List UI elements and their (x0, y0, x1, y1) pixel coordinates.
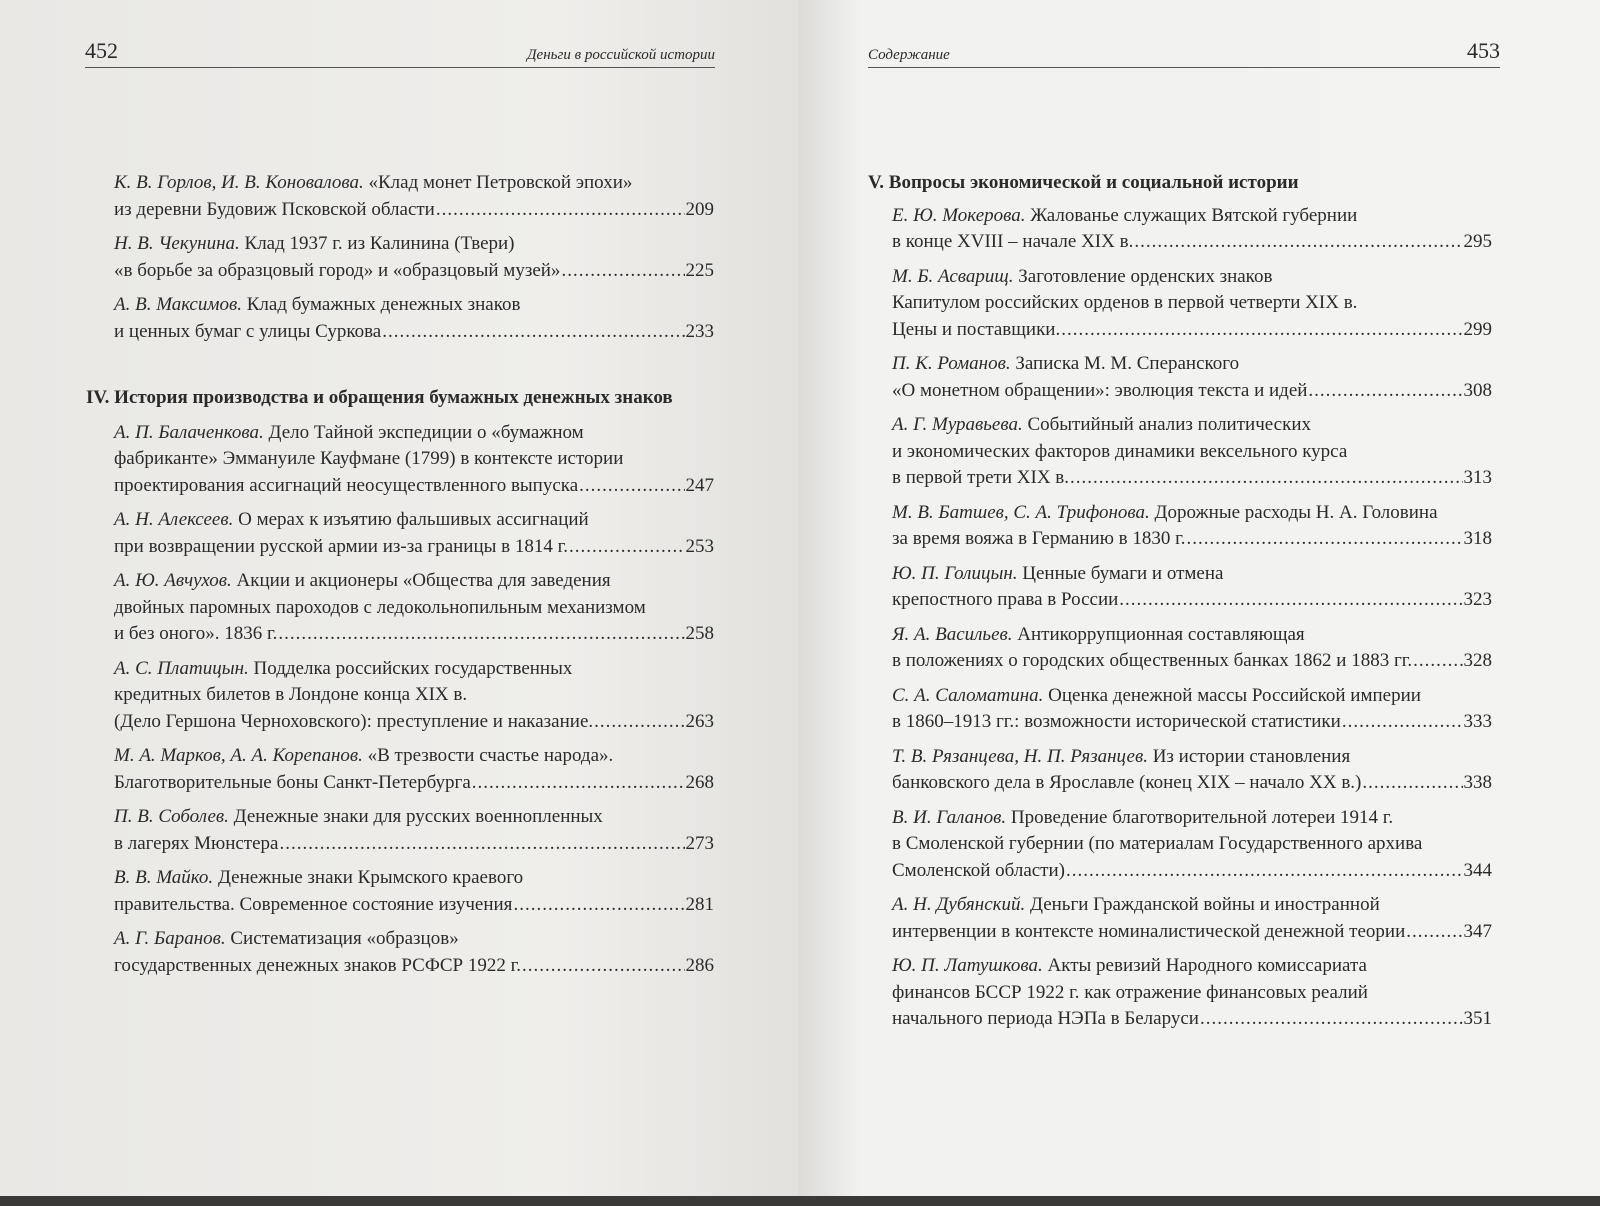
running-title: Деньги в российской истории (527, 47, 715, 63)
entry-text: Ценные бумаги и отмена (1022, 562, 1224, 584)
toc-line (114, 621, 714, 648)
entry-text: Клад 1937 г. из Калинина (Твери) (244, 233, 515, 254)
entry-text: Акции и акционеры «Общества для заведения (236, 570, 611, 591)
entry-author: А. Г. Муравьева. (892, 414, 1023, 435)
entry-author: В. И. Галанов. (892, 806, 1007, 828)
toc-entry (892, 264, 1492, 344)
toc-line (114, 831, 714, 858)
entry-text: Проведение благотворительной лотереи 1914 г. (1010, 806, 1394, 828)
toc-line (892, 622, 1492, 649)
toc-line (892, 683, 1492, 710)
dot-leader (1187, 526, 1463, 553)
entry-text: за время вояжа в Германию в 1830 г. (892, 528, 1186, 549)
entry-author: Т. В. Рязанцева, Н. П. Рязанцев. (892, 745, 1148, 767)
toc-list (868, 170, 1492, 1041)
toc-line (892, 351, 1492, 378)
toc-line (114, 170, 714, 197)
toc-line (892, 805, 1492, 832)
entry-text: в лагерях Мюнстера (114, 832, 279, 854)
toc-line (114, 292, 714, 319)
toc-line (114, 770, 714, 797)
toc-line (892, 317, 1492, 344)
toc-line (892, 858, 1492, 885)
entry-text: Событийный анализ политических (1027, 414, 1311, 435)
entry-author: П. В. Соболев. (114, 806, 229, 827)
entry-text-wrap (114, 831, 278, 858)
toc-line (892, 587, 1492, 614)
entry-page-number: 299 (1463, 318, 1492, 340)
toc-line (114, 804, 714, 831)
toc-line (892, 980, 1492, 1007)
toc-line (114, 420, 714, 447)
entry-author: М. А. Марков, А. А. Корепанов. (114, 745, 363, 766)
entry-text: двойных паромных пароходов с ледокольнопильным механизмом (114, 596, 646, 618)
toc-line (892, 919, 1492, 946)
entry-text: и без оного». 1836 г. (114, 623, 278, 644)
right-page (798, 0, 1600, 1196)
section-heading: IV. История производства и обращения бумажных денежных знаков (86, 387, 673, 408)
left-page (0, 0, 798, 1196)
entry-page-number: 344 (1463, 859, 1492, 881)
toc-entry (892, 683, 1492, 736)
toc-line (892, 203, 1492, 230)
section-heading: V. Вопросы экономической и социальной истории (868, 172, 1299, 193)
toc-entry (892, 892, 1492, 945)
dot-leader (513, 892, 684, 919)
entry-text: правительства. Современное состояние изучения (114, 893, 513, 915)
entry-text-wrap (892, 317, 1060, 344)
toc-line (114, 743, 714, 770)
entry-text-wrap (892, 229, 1133, 256)
entry-text-wrap (892, 378, 1307, 405)
toc-entry (892, 500, 1492, 553)
entry-page-number: 286 (685, 954, 714, 976)
toc-line (892, 1006, 1492, 1033)
entry-page-number: 268 (685, 771, 714, 793)
entry-page-number: 263 (685, 710, 714, 732)
dot-leader (594, 709, 684, 736)
entry-text: крепостного права в России (892, 589, 1119, 610)
entry-text: Оценка денежной массы Российской империи (1048, 684, 1421, 706)
entry-text-wrap (114, 770, 471, 797)
toc-line (114, 507, 714, 534)
entry-text-wrap (114, 534, 568, 561)
entry-page-number: 351 (1463, 1008, 1492, 1029)
entry-author: С. А. Саломатина. (892, 684, 1044, 706)
dot-leader (436, 197, 685, 224)
toc-entry (114, 231, 714, 284)
entry-text-wrap (114, 197, 435, 224)
entry-page-number: 273 (685, 832, 714, 854)
toc-entry (114, 926, 714, 979)
entry-page-number: 258 (685, 623, 714, 644)
entry-author: А. Ю. Авчухов. (114, 570, 232, 591)
toc-entry (114, 507, 714, 560)
entry-text: банковского дела в Ярославле (конец XIX – начало XX в.) (892, 772, 1362, 793)
dot-leader (1342, 709, 1463, 736)
dot-leader (1070, 465, 1462, 492)
entry-text: Капитулом российских орденов в первой четверти XIX в. (892, 292, 1358, 313)
running-header (868, 40, 1500, 68)
toc-line (892, 953, 1492, 980)
entry-text-wrap (114, 473, 578, 500)
entry-text: при возвращении русской армии из-за границы в 1814 г. (114, 535, 569, 557)
dot-leader (279, 831, 684, 858)
entry-text-wrap (892, 1006, 1199, 1033)
toc-line (892, 709, 1492, 736)
entry-text: Денежные знаки Крымского краевого (217, 867, 524, 888)
toc-line (892, 892, 1492, 919)
toc-entry (892, 203, 1492, 256)
entry-text: Из истории становления (1152, 745, 1351, 767)
entry-text-wrap (892, 587, 1118, 614)
toc-entry (892, 561, 1492, 614)
toc-entry (892, 622, 1492, 675)
toc-line (114, 568, 714, 595)
toc-line (114, 258, 714, 285)
entry-text: Заготовление орденских знаков (1018, 265, 1273, 287)
toc-entry (892, 805, 1492, 885)
entry-page-number: 209 (685, 198, 714, 220)
entry-text: в первой трети XIX в. (892, 467, 1070, 488)
page-number: 452 (85, 38, 118, 63)
toc-line (892, 465, 1492, 492)
entry-author: А. С. Платицын. (114, 657, 249, 679)
toc-line (114, 865, 714, 892)
entry-text-wrap (114, 892, 512, 919)
entry-text: финансов БССР 1922 г. как отражение финансовых реалий (892, 981, 1368, 1003)
toc-line (892, 229, 1492, 256)
toc-entry (114, 743, 714, 796)
toc-line (114, 231, 714, 258)
toc-line (114, 534, 714, 561)
entry-text-wrap (114, 319, 381, 346)
entry-page-number: 281 (685, 893, 714, 915)
entry-page-number: 347 (1463, 920, 1492, 942)
entry-author: А. Н. Алексеев. (114, 509, 234, 530)
entry-text: Клад бумажных денежных знаков (246, 294, 521, 315)
toc-line (892, 561, 1492, 588)
toc-entry (114, 420, 714, 500)
entry-author: А. Н. Дубянский. (892, 894, 1026, 915)
entry-author: Е. Ю. Мокерова. (892, 204, 1026, 226)
entry-author: М. В. Батшев, С. А. Трифонова. (892, 501, 1150, 523)
entry-text: из деревни Будовиж Псковской области (114, 198, 435, 220)
entry-text: Антикоррупционная составляющая (1017, 623, 1305, 645)
entry-text-wrap (892, 858, 1065, 885)
toc-entry (892, 744, 1492, 797)
toc-line (114, 656, 714, 683)
dot-leader (472, 770, 685, 797)
entry-text: Записка М. М. Сперанского (1015, 353, 1240, 374)
entry-text: и экономических факторов динамики вексельного курса (892, 440, 1348, 462)
dot-leader (1061, 317, 1462, 344)
entry-text: государственных денежных знаков РСФСР 1922 г. (114, 954, 521, 976)
toc-line (892, 770, 1492, 797)
toc-line (114, 709, 714, 736)
toc-line (114, 197, 714, 224)
entry-text-wrap (892, 465, 1069, 492)
toc-entry (892, 412, 1492, 492)
entry-text: и ценных бумаг с улицы Суркова (114, 320, 382, 342)
dot-leader (1134, 229, 1462, 256)
entry-text: «О монетном обращении»: эволюция текста и идей (892, 379, 1308, 401)
entry-text: проектирования ассигнаций неосуществленного выпуска (114, 474, 579, 496)
dot-leader (561, 258, 684, 285)
toc-line (892, 439, 1492, 466)
dot-leader (569, 534, 684, 561)
entry-author: П. К. Романов. (892, 353, 1011, 374)
toc-line (892, 744, 1492, 771)
entry-author: М. Б. Асварищ. (892, 265, 1014, 287)
dot-leader (1413, 648, 1462, 675)
toc-line (114, 446, 714, 473)
entry-text: Дорожные расходы Н. А. Головина (1154, 501, 1438, 523)
entry-text: Денежные знаки для русских военнопленных (233, 806, 603, 827)
toc-line (892, 526, 1492, 553)
toc-line (892, 500, 1492, 527)
toc-line (892, 831, 1492, 858)
entry-text-wrap (892, 770, 1361, 797)
toc-line (114, 926, 714, 953)
entry-page-number: 253 (685, 535, 714, 557)
toc-line (892, 290, 1492, 317)
entry-text: в конце XVIII – начале XIX в. (892, 231, 1134, 252)
entry-text: «в борьбе за образцовый город» и «образцовый музей» (114, 259, 561, 281)
entry-text: (Дело Гершона Черноховского): преступление и наказание. (114, 710, 594, 732)
toc-line (892, 378, 1492, 405)
entry-page-number: 338 (1463, 772, 1492, 793)
toc-list (86, 170, 714, 987)
entry-author: Н. В. Чекунина. (114, 233, 240, 254)
toc-line (114, 953, 714, 980)
entry-page-number: 308 (1463, 379, 1492, 401)
toc-line (892, 648, 1492, 675)
entry-text: Деньги Гражданской войны и иностранной (1030, 894, 1380, 915)
entry-page-number: 233 (685, 320, 714, 342)
entry-text-wrap (892, 709, 1341, 736)
entry-page-number: 225 (685, 259, 714, 281)
entry-author: В. В. Майко. (114, 867, 214, 888)
entry-author: К. В. Горлов, И. В. Коновалова. (114, 172, 364, 193)
entry-page-number: 313 (1463, 467, 1492, 488)
entry-page-number: 328 (1463, 650, 1492, 671)
entry-text: в Смоленской губернии (по материалам Государственного архива (892, 833, 1423, 854)
toc-entry (114, 292, 714, 345)
entry-page-number: 318 (1463, 528, 1492, 549)
dot-leader (1406, 919, 1462, 946)
entry-page-number: 323 (1463, 589, 1492, 610)
entry-text: Жалованье служащих Вятской губернии (1030, 204, 1358, 226)
entry-text: О мерах к изъятию фальшивых ассигнаций (238, 509, 589, 530)
dot-leader (1200, 1006, 1463, 1033)
entry-text: Благотворительные боны Санкт-Петербурга (114, 771, 471, 793)
entry-text: «Клад монет Петровской эпохи» (368, 172, 633, 193)
entry-text-wrap (114, 709, 593, 736)
entry-text: Цены и поставщики. (892, 318, 1061, 340)
toc-entry (114, 170, 714, 223)
page-number: 453 (1467, 38, 1500, 63)
toc-line (114, 319, 714, 346)
entry-text-wrap (892, 919, 1405, 946)
toc-line (892, 412, 1492, 439)
running-title: Содержание (868, 47, 950, 63)
dot-leader (579, 473, 684, 500)
toc-line (114, 473, 714, 500)
entry-text-wrap (114, 621, 277, 648)
entry-text-wrap (114, 953, 521, 980)
toc-entry (114, 656, 714, 736)
toc-line (114, 892, 714, 919)
entry-text: Акты ревизий Народного комиссариата (1047, 955, 1367, 976)
entry-text-wrap (114, 258, 560, 285)
entry-text: начального периода НЭПа в Беларуси (892, 1008, 1199, 1029)
entry-author: А. Г. Баранов. (114, 928, 226, 949)
entry-page-number: 295 (1463, 231, 1492, 252)
dot-leader (382, 319, 684, 346)
entry-author: А. П. Балаченкова. (114, 421, 264, 443)
toc-line (114, 682, 714, 709)
entry-text: в положениях о городских общественных банках 1862 и 1883 гг. (892, 650, 1413, 671)
entry-text-wrap (892, 648, 1412, 675)
entry-text: Дело Тайной экспедиции о «бумажном (268, 421, 584, 443)
running-header (85, 40, 715, 68)
toc-entry (114, 804, 714, 857)
entry-text: Смоленской области) (892, 859, 1065, 881)
entry-author: Ю. П. Голицын. (892, 562, 1018, 584)
entry-page-number: 333 (1463, 711, 1492, 732)
toc-entry (114, 865, 714, 918)
dot-leader (1119, 587, 1462, 614)
entry-author: Я. А. Васильев. (892, 623, 1013, 645)
entry-text: кредитных билетов в Лондоне конца XIX в. (114, 684, 468, 705)
entry-author: Ю. П. Латушкова. (892, 955, 1043, 976)
entry-text-wrap (892, 526, 1186, 553)
entry-author: А. В. Максимов. (114, 294, 242, 315)
entry-text: интервенции в контексте номиналистической денежной теории (892, 920, 1406, 942)
entry-text: Подделка российских государственных (253, 657, 573, 679)
toc-entry (892, 953, 1492, 1033)
dot-leader (278, 621, 684, 648)
entry-page-number: 247 (685, 474, 714, 496)
entry-text: «В трезвости счастье народа». (367, 745, 614, 766)
entry-text: в 1860–1913 гг.: возможности исторической статистики (892, 711, 1341, 732)
entry-text: фабриканте» Эммануиле Кауфмане (1799) в контексте истории (114, 448, 624, 469)
toc-entry (114, 568, 714, 648)
entry-text: Систематизация «образцов» (230, 928, 459, 949)
dot-leader (1066, 858, 1463, 885)
toc-line (892, 264, 1492, 291)
dot-leader (522, 953, 685, 980)
toc-entry (892, 351, 1492, 404)
toc-line (114, 595, 714, 622)
dot-leader (1308, 378, 1462, 405)
dot-leader (1362, 770, 1462, 797)
